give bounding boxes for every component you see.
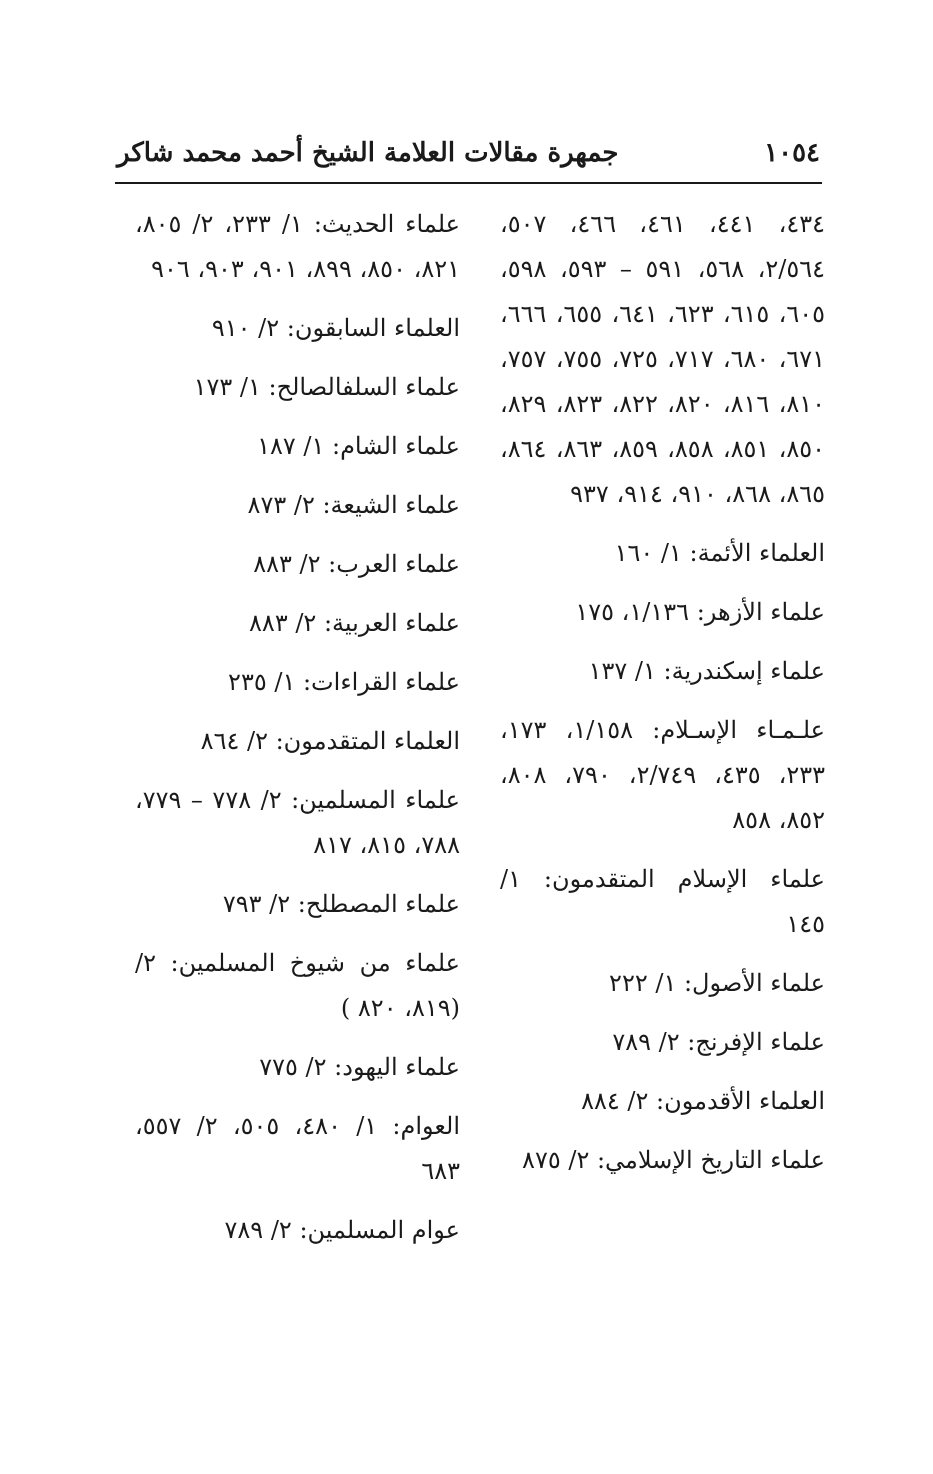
index-column-left <box>135 202 460 1267</box>
index-entry <box>135 882 460 927</box>
index-entry <box>135 778 460 868</box>
entry-references: ٢/ ٧٩٣ <box>222 890 291 918</box>
entry-heading: علماء القراءات: <box>302 668 460 696</box>
index-entry <box>135 424 460 469</box>
index-column-right <box>500 202 825 1197</box>
entry-heading: علماء إسكندرية: <box>663 657 825 685</box>
entry-references: ٢/ ٨٨٤ <box>581 1087 649 1115</box>
index-entry <box>135 1045 460 1090</box>
index-entry <box>500 590 825 635</box>
entry-heading: علماء الشيعة: <box>322 491 460 519</box>
entry-heading: علماء الإسلام المتقدمون: <box>543 865 825 893</box>
entry-references: ١/ ١٧٣ <box>193 373 261 401</box>
entry-references: ٢/ ٧٨٩ <box>612 1028 680 1056</box>
entry-heading: علماء الإفرنج: <box>687 1028 825 1056</box>
index-entry <box>135 483 460 528</box>
index-entry <box>135 660 460 705</box>
index-entry <box>135 306 460 351</box>
entry-references: ٢/ (٨١٩، ٨٢٠ ) <box>135 949 460 1022</box>
entry-references: ٢/ ٨٦٤ <box>200 727 268 755</box>
entry-heading: علماء الحديث: <box>313 210 460 238</box>
index-entry <box>500 708 825 843</box>
entry-references: ١/ ٤٨٠، ٥٠٥، ٢/ ٥٥٧، ٦٨٣ <box>135 1112 460 1185</box>
entry-references: ١/ ١٦٠ <box>614 539 682 567</box>
index-entry <box>135 542 460 587</box>
index-entry <box>135 601 460 646</box>
entry-heading: علماء التاريخ الإسلامي: <box>596 1146 825 1174</box>
entry-heading: علماء الأصول: <box>683 969 825 997</box>
entry-references: ١/ ٢٢٢ <box>609 969 677 997</box>
index-entry <box>500 1020 825 1065</box>
index-entry <box>500 531 825 576</box>
index-entry <box>135 719 460 764</box>
entry-references: ٢/ ٧٨٩ <box>224 1216 292 1244</box>
entry-references: ٢/ ٨٨٣ <box>253 550 321 578</box>
entry-heading: العلماء الأقدمون: <box>656 1087 825 1115</box>
entry-references: ١/ ١٤٥ <box>500 865 825 938</box>
index-entry <box>135 1208 460 1253</box>
page-number: ١٠٥٤ <box>764 138 820 168</box>
index-entry <box>500 649 825 694</box>
entry-references: ٤٣٤، ٤٤١، ٤٦١، ٤٦٦، ٥٠٧، ٢/٥٦٤، ٥٦٨، ٥٩١ – ٥٩٣، ٥٩٨، ٦٠٥، ٦١٥، ٦٢٣، ٦٤١، ٦٥٥، ٦٦٦، ٦٧١، ٦٨٠، ٧١٧، ٧٢٥، ٧٥٥، ٧٥٧، ٨١٠، ٨١٦، ٨٢٠، ٨٢٢، ٨٢٣، ٨٢٩، ٨٥٠، ٨٥١، ٨٥٨، ٨٥٩، ٨٦٣، ٨٦٤، ٨٦٥، ٨٦٨، ٩١٠، ٩١٤، ٩٣٧ <box>500 210 826 508</box>
index-entry <box>500 857 825 947</box>
entry-heading: علماء المصطلح: <box>297 890 460 918</box>
entry-references: ٢/ ٧٧٥ <box>259 1053 327 1081</box>
index-entry <box>500 202 825 517</box>
entry-references: ١/ ١٣٧ <box>588 657 656 685</box>
entry-heading: علماء المسلمين: <box>291 786 460 814</box>
index-entry <box>135 202 460 292</box>
entry-heading: علماء الأزهر: <box>696 598 825 626</box>
entry-references: ٢/ ٧٧٨ – ٧٧٩، ٧٨٨، ٨١٥، ٨١٧ <box>135 786 460 859</box>
index-entry <box>135 941 460 1031</box>
entry-references: ١/ ٢٣٥ <box>228 668 296 696</box>
entry-references: ١/١٥٨، ١٧٣، ٢٣٣، ٤٣٥، ٢/٧٤٩، ٧٩٠، ٨٠٨، ٨٥٢، ٨٥٨ <box>500 716 826 834</box>
entry-heading: علماء الشام: <box>331 432 460 460</box>
running-title: جمهرة مقالات العلامة الشيخ أحمد محمد شاكر <box>117 138 619 168</box>
entry-heading: العوام: <box>392 1112 460 1140</box>
entry-references: ٢/ ٩١٠ <box>211 314 280 342</box>
entry-heading: علماء من شيوخ المسلمين: <box>170 949 460 977</box>
entry-heading: العلماء السابقون: <box>286 314 460 342</box>
entry-references: ٢/ ٨٧٣ <box>247 491 315 519</box>
entry-heading: العلماء المتقدمون: <box>275 727 460 755</box>
entry-heading: علـمـاء الإسـلام: <box>652 716 825 744</box>
entry-references: ٢/ ٨٨٣ <box>249 609 317 637</box>
index-entry <box>500 961 825 1006</box>
entry-references: ١/١٣٦، ١٧٥ <box>575 598 690 626</box>
index-entry <box>135 1104 460 1194</box>
page-header <box>115 128 822 184</box>
entry-heading: علماء اليهود: <box>334 1053 460 1081</box>
index-entry <box>500 1079 825 1124</box>
entry-references: ٢/ ٨٧٥ <box>522 1146 590 1174</box>
index-entry <box>500 1138 825 1183</box>
entry-heading: علماء العربية: <box>323 609 460 637</box>
entry-heading: عوام المسلمين: <box>299 1216 460 1244</box>
index-entry <box>135 365 460 410</box>
entry-references: ١/ ٢٣٣، ٢/ ٨٠٥، ٨٢١، ٨٥٠، ٨٩٩، ٩٠١، ٩٠٣، ٩٠٦ <box>135 210 460 283</box>
entry-references: ١/ ١٨٧ <box>257 432 325 460</box>
entry-heading: علماء العرب: <box>328 550 460 578</box>
entry-heading: علماء السلفالصالح: <box>268 373 460 401</box>
entry-heading: العلماء الأئمة: <box>689 539 825 567</box>
